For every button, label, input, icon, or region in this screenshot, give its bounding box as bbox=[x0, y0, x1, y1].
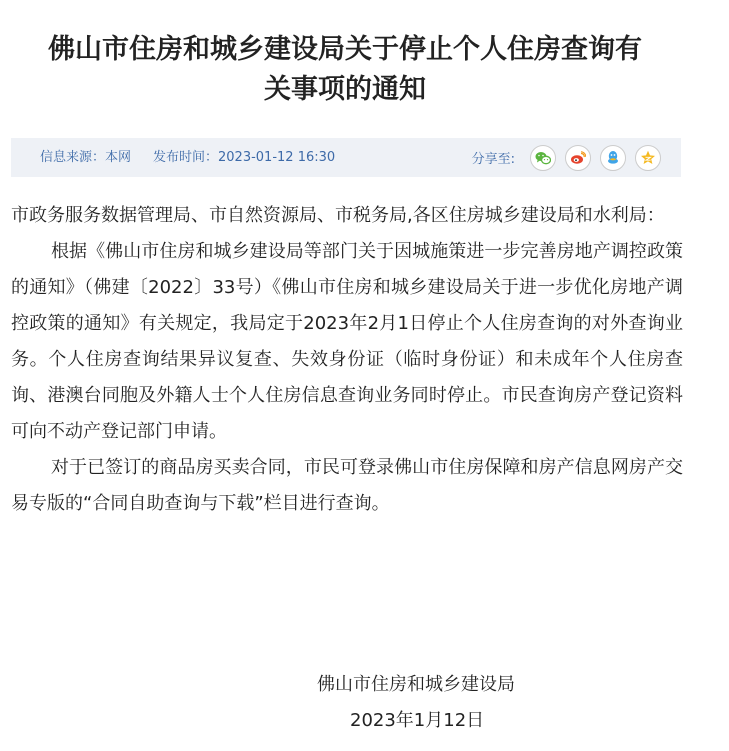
info-source: 信息来源：本网 bbox=[40, 150, 132, 165]
qq-icon bbox=[606, 150, 620, 165]
qzone-icon bbox=[640, 150, 656, 165]
share-weibo-button[interactable] bbox=[565, 145, 591, 171]
article-meta bbox=[40, 138, 335, 177]
share-wechat-button[interactable] bbox=[530, 145, 556, 171]
share-label: 分享至: bbox=[471, 152, 515, 167]
share-qzone-button[interactable] bbox=[635, 145, 661, 171]
publish-time: 发布时间：2023-01-12 16:30 bbox=[153, 150, 336, 165]
title-line-1: 佛山市住房和城乡建设局关于停止个人住房查询有 bbox=[48, 34, 642, 65]
signature-date: 2023年1月12日 bbox=[350, 710, 485, 731]
page-title bbox=[10, 30, 680, 110]
share-bar bbox=[472, 138, 661, 177]
signature-block bbox=[11, 667, 683, 739]
article-meta-bar bbox=[11, 138, 681, 177]
article-body bbox=[11, 198, 683, 522]
title-line-2: 关事项的通知 bbox=[264, 74, 426, 105]
paragraph-2: 对于已签订的商品房买卖合同，市民可登录佛山市住房保障和房产信息网房产交易专版的“合同自助查询与下载”栏目进行查询。 bbox=[11, 457, 683, 514]
wechat-icon bbox=[535, 151, 551, 165]
signature-organization: 佛山市住房和城乡建设局 bbox=[317, 674, 515, 695]
share-qq-button[interactable] bbox=[600, 145, 626, 171]
salutation: 市政务服务数据管理局、市自然资源局、市税务局,各区住房城乡建设局和水利局： bbox=[11, 205, 665, 226]
paragraph-1: 根据《佛山市住房和城乡建设局等部门关于因城施策进一步完善房地产调控政策的通知》（佛建〔2022〕33号）《佛山市住房和城乡建设局关于进一步优化房地产调控政策的通知》有关规定，我局定于2023年2月1日停止个人住房查询的对外查询业务。个人住房查询结果异议复查、失效身份证（临时身份证）和未成年个人住房查询、港澳台同胞及外籍人士个人住房信息查询业务同时停止。市民查询房产登记资料可向不动产登记部门申请。 bbox=[11, 241, 683, 442]
weibo-icon bbox=[570, 151, 586, 165]
